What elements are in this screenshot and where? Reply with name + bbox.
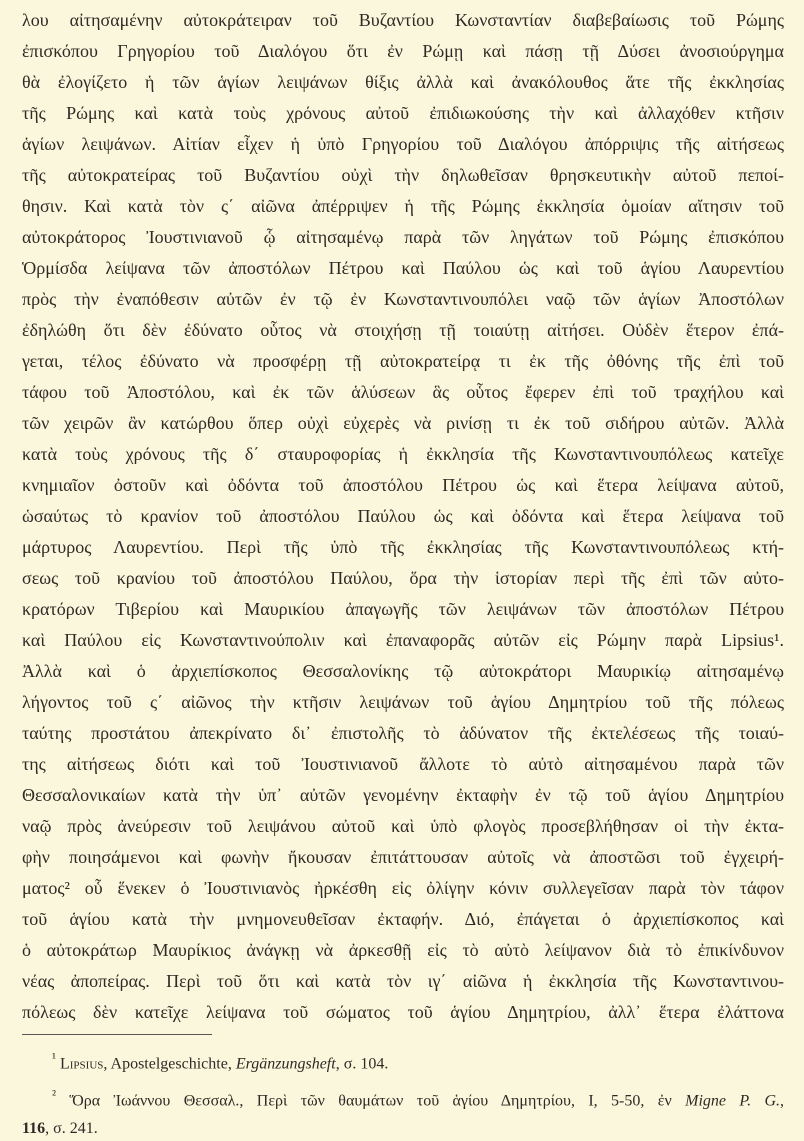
- text-line: ἐπισκόπου Γρηγορίου τοῦ Διαλόγου ὅτι ἐν Ρώμῃ καὶ πάσῃ τῇ Δύσει ἀνοσιούργημα: [22, 41, 784, 61]
- text-line: ὁ αὐτοκράτωρ Μαυρίκιος ἀνάγκῃ νὰ ἀρκεσθῇ εἰς τὸ αὐτὸ λείψανον διὰ τὸ ἐπικίνδυνον: [22, 940, 784, 960]
- text-line: αὐτοκράτορος Ἰουστινιανοῦ ᾧ αἰτησαμένῳ παρὰ τῶν ληγάτων τοῦ Ρώμης ἐπισκόπου: [22, 227, 784, 247]
- footnotes: [22, 1042, 784, 1141]
- footnote-separator: [22, 1034, 212, 1035]
- text-line: γεται, τέλος ἐδύνατο νὰ προσφέρῃ τῇ αὐτοκρατείρᾳ τι ἐκ τῆς ὀθόνης τῆς ἐπὶ τοῦ: [22, 351, 784, 371]
- text-line: κρατόρων Τιβερίου καὶ Μαυρικίου ἀπαγωγῆς τῶν λειψάνων τῶν ἀποστόλων Πέτρου: [22, 599, 784, 619]
- text-line: ναῷ πρὸς ἀνεύρεσιν τοῦ λειψάνου αὐτοῦ καὶ ὑπὸ φλογὸς προσεβλήθησαν οἱ τὴν ἐκτα-: [22, 816, 784, 836]
- footnote-punct: ,: [780, 1092, 785, 1110]
- footnote-2-continued: [22, 1117, 784, 1141]
- footnote-text: Ὅρα Ἰωάννου Θεσσαλ., Περὶ τῶν θαυμάτων τοῦ ἁγίου Δημητρίου, Ι, 5-50, ἐν: [69, 1092, 686, 1110]
- text-line: νέας ἀποπείρας. Περὶ τοῦ ὅτι καὶ κατὰ τὸν ιγ΄ αἰῶνα ἡ ἐκκλησία τῆς Κωνσταντινου-: [22, 971, 784, 991]
- footnote-page: , σ. 241.: [45, 1119, 98, 1137]
- footnote-italic: Ergänzungsheft: [235, 1055, 336, 1073]
- text-line: τῆς αὐτοκρατείρας τοῦ Βυζαντίου οὐχὶ τὴν δηλωθεῖσαν θρησκευτικὴν αὐτοῦ πεποί-: [22, 165, 784, 185]
- text-line: Θεσσαλονικαίων κατὰ τὴν ὑπ᾽ αὐτῶν γενομένην ἐκταφὴν ἐν τῷ τοῦ ἁγίου Δημητρίου: [22, 785, 784, 805]
- text-line: μάρτυρος Λαυρεντίου. Περὶ τῆς ὑπὸ τῆς ἐκκλησίας τῆς Κωνσταντινουπόλεως κτή-: [22, 537, 784, 557]
- text-line: ὡσαύτως τὸ κρανίον τοῦ ἀποστόλου Παύλου ὡς καὶ ὀδόντα καὶ ἕτερα λείψανα τοῦ: [22, 506, 784, 526]
- footnote-author: Lipsius: [60, 1055, 104, 1073]
- text-line: θησιν. Καὶ κατὰ τὸν ς΄ αἰῶνα ἀπέρριψεν ἡ τῆς Ρώμης ἐκκλησία ὁμοίαν αἴτησιν τοῦ: [22, 196, 784, 216]
- footnote-2: [22, 1079, 784, 1116]
- text-line: ἁγίων λειψάνων. Αἰτίαν εἶχεν ἡ ὑπὸ Γρηγορίου τοῦ Διαλόγου ἀπόρριψις τῆς αἰτήσεως: [22, 134, 784, 154]
- text-line: κατὰ τοὺς χρόνους τῆς δ΄ σταυροφορίας ἡ ἐκκλησία τῆς Κωνσταντινουπόλεως κατεῖχε: [22, 444, 784, 464]
- text-line: Ἀλλὰ καὶ ὁ ἀρχιεπίσκοπος Θεσσαλονίκης τῷ αὐτοκράτορι Μαυρικίῳ αἰτησαμένῳ: [22, 661, 784, 681]
- text-line: τάφου τοῦ Ἀποστόλου, καὶ ἐκ τῶν ἁλύσεων ἃς οὗτος ἔφερεν ἐπὶ τοῦ τραχήλου καὶ: [22, 382, 784, 402]
- text-line: ματος² οὗ ἕνεκεν ὁ Ἰουστινιανὸς ἠρκέσθη εἰς ὀλίγην κόνιν συλλεγεῖσαν παρὰ τὸν τάφον: [22, 878, 784, 898]
- text-line: Ὁρμίσδα λείψανα τῶν ἀποστόλων Πέτρου καὶ Παύλου ὡς καὶ τοῦ ἁγίου Λαυρεντίου: [22, 258, 784, 278]
- text-line: τῆς Ρώμης καὶ κατὰ τοὺς χρόνους αὐτοῦ ἐπιδιωκούσης τὴν καὶ ἀλλαχόθεν κτῆσιν: [22, 103, 784, 123]
- footnote-mark: ¹: [52, 1050, 56, 1065]
- text-line: θὰ ἐλογίζετο ἡ τῶν ἁγίων λειψάνων θίξις ἀλλὰ καὶ ἀνακόλουθος ἅτε τῆς ἐκκλησίας: [22, 72, 784, 92]
- footnote-title: , Apostelgeschichte,: [103, 1055, 236, 1073]
- text-line: λήγοντος τοῦ ς΄ αἰῶνος τὴν κτῆσιν λειψάνων τοῦ ἁγίου Δημητρίου τοῦ τῆς πόλεως: [22, 692, 784, 712]
- footnote-page: , σ. 104.: [335, 1055, 389, 1073]
- text-line: της αἰτήσεως διότι καὶ τοῦ Ἰουστινιανοῦ ἄλλοτε τὸ αὐτὸ αἰτησαμένου παρὰ τῶν: [22, 754, 784, 774]
- footnote-mark: ²: [52, 1087, 56, 1103]
- text-line: καὶ Παύλου εἰς Κωνσταντινούπολιν καὶ ἐπαναφορᾶς αὐτῶν εἰς Ρώμην παρὰ Lipsius¹.: [22, 630, 784, 650]
- text-line: λου αἰτησαμένην αὐτοκράτειραν τοῦ Βυζαντίου Κωνσταντίαν διαβεβαίωσις τοῦ Ρώμης: [22, 10, 784, 30]
- body-text: [22, 5, 784, 1028]
- footnote-1: [22, 1042, 784, 1079]
- text-line: σεως τοῦ κρανίου τοῦ ἀποστόλου Παύλου, ὅρα τὴν ἱστορίαν περὶ τῆς ἐπὶ τῶν αὐτο-: [22, 568, 784, 588]
- text-line: ταύτης προστάτου ἀπεκρίνατο δι᾽ ἐπιστολῆς τὸ ἀδύνατον τῆς ἐκτελέσεως τῆς τοιαύ-: [22, 723, 784, 743]
- text-line: ἐδηλώθη ὅτι δὲν ἐδύνατο οὗτος νὰ στοιχήσῃ τῇ τοιαύτῃ αἰτήσει. Οὐδὲν ἕτερον ἐπά-: [22, 320, 784, 340]
- text-line: τῶν χειρῶν ἂν κατώρθου ὅπερ οὐχὶ εὐχερὲς νὰ ρινίσῃ τι ἐκ τοῦ σιδήρου αὐτῶν. Ἀλλὰ: [22, 413, 784, 433]
- text-line: κνημιαῖον ὀστοῦν καὶ ὀδόντα τοῦ ἀποστόλου Πέτρου ὡς καὶ ἕτερα λείψανα αὐτοῦ,: [22, 475, 784, 495]
- footnote-italic: Migne P. G.: [685, 1092, 781, 1110]
- text-line: τοῦ ἁγίου κατὰ τὴν μνημονευθεῖσαν ἐκταφήν. Διό, ἐπάγεται ὁ ἀρχιεπίσκοπος καὶ: [22, 909, 784, 929]
- text-line: πόλεως δὲν κατεῖχε λείψανα τοῦ σώματος τοῦ ἁγίου Δημητρίου, ἀλλ᾽ ἕτερα ἐλάττονα: [22, 1002, 784, 1022]
- text-line: φὴν ποιησάμενοι καὶ φωνὴν ἤκουσαν ἐπιτάττουσαν αὐτοῖς νὰ ἀποστῶσι τοῦ ἐγχειρή-: [22, 847, 784, 867]
- text-line: πρὸς τὴν ἐναπόθεσιν αὐτῶν ἐν τῷ ἐν Κωνσταντινουπόλει ναῷ τῶν ἁγίων Ἀποστόλων: [22, 289, 784, 309]
- footnote-volume: 116: [22, 1119, 46, 1137]
